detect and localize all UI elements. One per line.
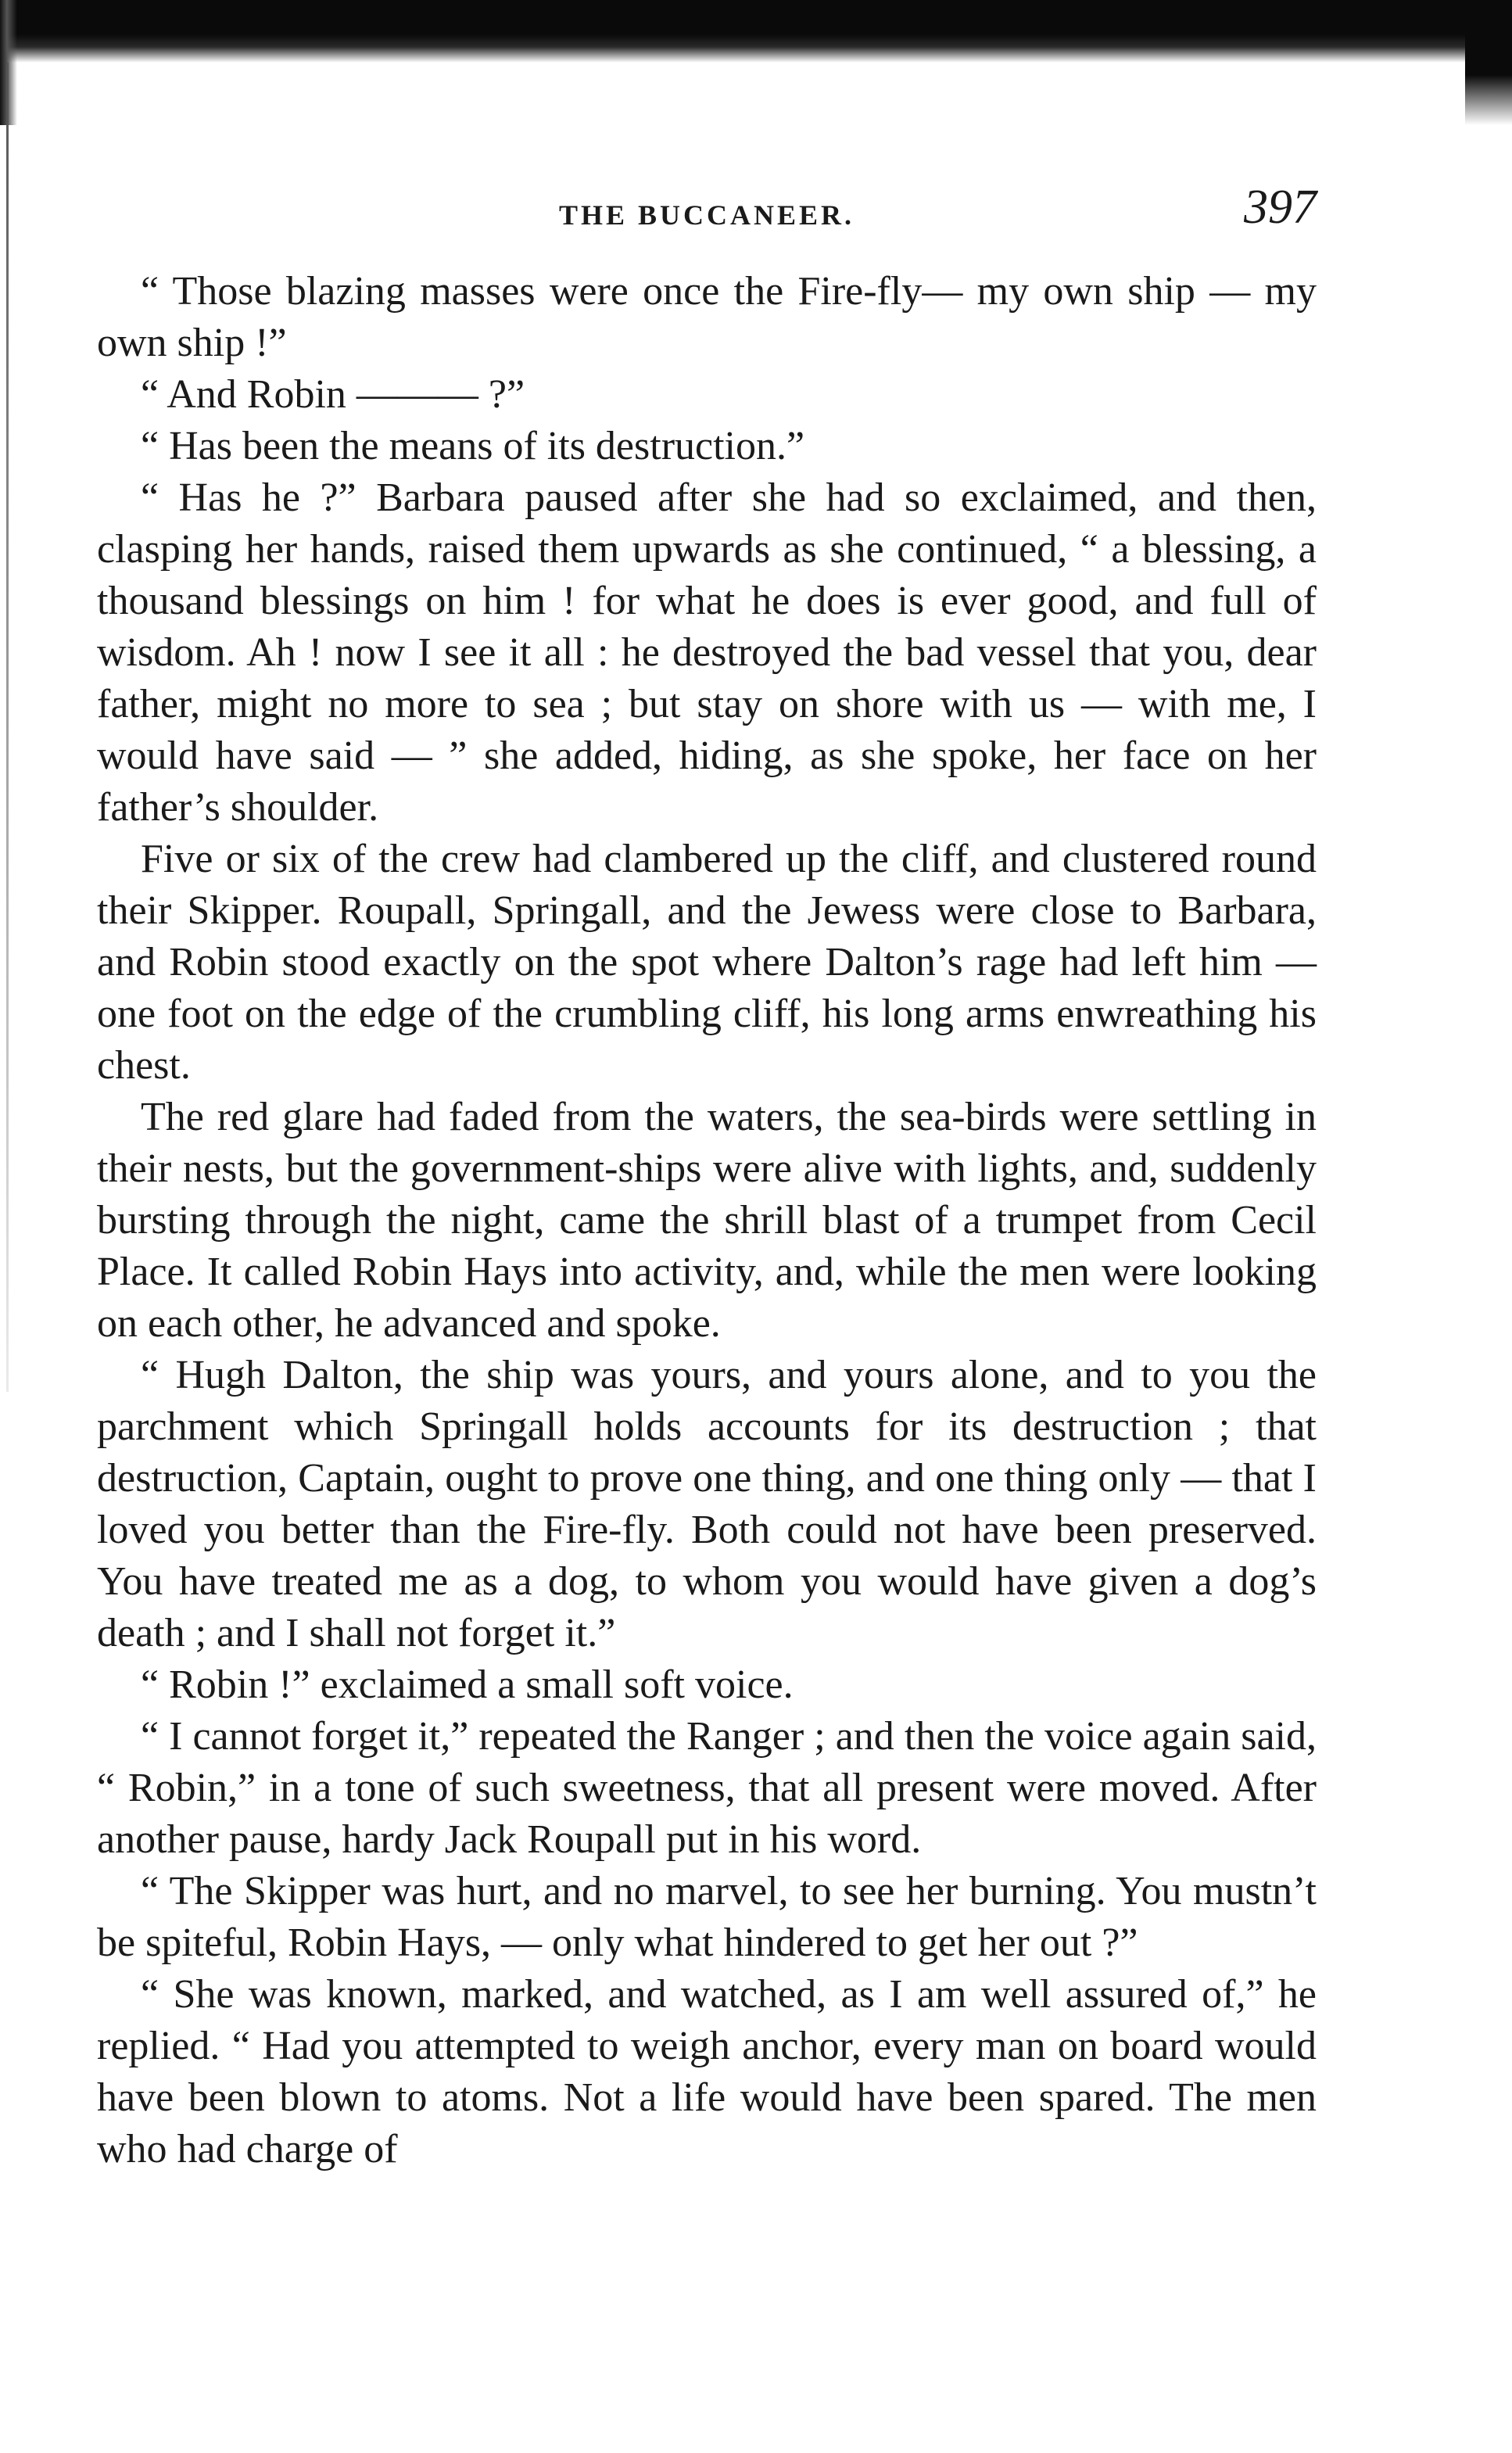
paragraph: The red glare had faded from the waters, the sea-birds were settling in their nests, but the government-ships were alive with lights, and, suddenly bursting through the night, came the shrill blast of a trumpet from Cecil Place. It called Robin Hays into activity, and, while the men were looking on each other, he advanced and spoke. <box>97 1095 1317 1346</box>
paragraph: “ I cannot forget it,” repeated the Ranger ; and then the voice again said, “ Robin,” in a tone of such sweetness, that all present were moved. After another pause, hardy Jack Roupall put in his word. <box>97 1714 1317 1862</box>
page-header <box>97 180 1317 250</box>
paragraph: “ She was known, marked, and watched, as I am well assured of,” he replied. “ Had you attempted to weigh anchor, every man on board would have been blown to atoms. Not a life would have been spared. The men who had charge of <box>97 1972 1317 2171</box>
page-number: 397 <box>1244 181 1317 234</box>
paragraph: “ And Robin ——— ?” <box>141 372 525 417</box>
paragraph: “ Robin !” exclaimed a small soft voice. <box>141 1662 794 1707</box>
paragraph: “ Hugh Dalton, the ship was yours, and yours alone, and to you the parchment which Springall holds accounts for its destruction ; that destruction, Captain, ought to prove one thing, and one thing only — that I loved you better than the Fire-fly. Both could not have been preserved. You have treated me as a dog, to whom you would have given a dog’s death ; and I shall not forget it.” <box>97 1353 1317 1655</box>
scan-border <box>0 0 1512 63</box>
page-gutter-shadow <box>6 63 9 1392</box>
paragraph: “ Has been the means of its destruction.” <box>141 424 805 468</box>
body-text <box>97 266 1317 2175</box>
paragraph: “ Has he ?” Barbara paused after she had so exclaimed, and then, clasping her hands, raised them upwards as she continued, “ a blessing, a thousand blessings on him ! for what he does is ever good, and full of wisdom. Ah ! now I see it all : he destroyed the bad vessel that you, dear father, might no more to sea ; but stay on shore with us — with me, I would have said — ” she added, hiding, as she spoke, her face on her father’s shoulder. <box>97 475 1317 830</box>
paragraph: Five or six of the crew had clambered up the cliff, and clustered round their Skipper. Roupall, Springall, and the Jewess were close to Barbara, and Robin stood exactly on the spot where Dalton’s rage had left him — one foot on the edge of the crumbling cliff, his long arms enwreathing his chest. <box>97 837 1317 1088</box>
paragraph: “ The Skipper was hurt, and no marvel, to see her burning. You mustn’t be spiteful, Robin Hays, — only what hindered to get her out ?” <box>97 1869 1317 1965</box>
running-head: THE BUCCANEER. <box>558 199 855 231</box>
paragraph: “ Those blazing masses were once the Fire-fly— my own ship — my own ship !” <box>97 269 1317 365</box>
